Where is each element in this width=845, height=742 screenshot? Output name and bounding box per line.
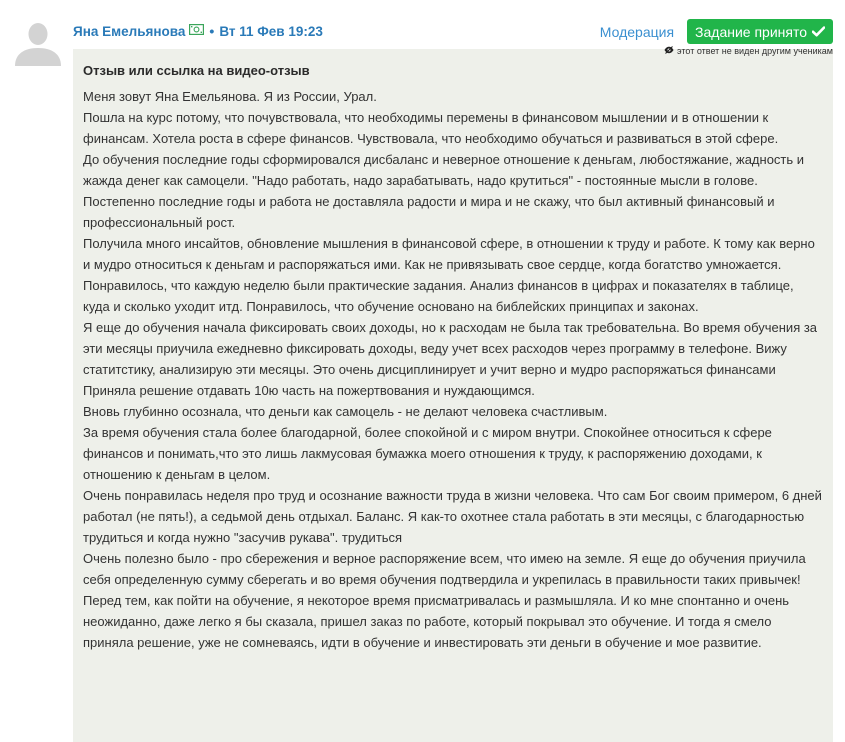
answer-paragraph: Пошла на курс потому, что почувствовала, что необходимы перемены в финансовом мышлении и в отношении к финансам. Хотела роста в сфере финансов. Чувствовала, что необходимо обучаться и развиваться в этой сфере. <box>83 110 779 146</box>
answer-paragraph: Очень полезно было - про сбережения и верное распоряжение всем, что имею на земле. Я еще до обучения приучила себя определенную сумму сберегать и во время обучения подтвердила и укрепилась в правильности таких привычек! <box>83 551 806 587</box>
answer-title: Отзыв или ссылка на видео-отзыв <box>83 63 310 78</box>
task-accepted-label: Задание принято <box>695 23 807 40</box>
header-separator: • <box>209 23 215 39</box>
visibility-note-text: этот ответ не виден другим ученикам <box>677 46 833 56</box>
task-accepted-button[interactable] <box>687 19 833 44</box>
answer-paragraph: Меня зовут Яна Емельянова. Я из России, Урал. <box>83 89 377 104</box>
moderation-link[interactable]: Модерация <box>599 24 675 40</box>
answer-paragraph: До обучения последние годы сформировался дисбаланс и неверное отношение к деньгам, любостяжание, жадность и жажда денег как самоцели. "Надо работать, надо зарабатывать, надо крутиться" - постоянные мысли в голове. Постепенно последние годы и работа не доставляла радости и мира и не скажу, что был активный финансовый и профессиональный рост. <box>83 152 805 230</box>
answer-panel <box>73 46 833 742</box>
eye-slash-icon <box>664 46 674 56</box>
visibility-note <box>664 46 833 56</box>
author-name[interactable]: Яна Емельянова <box>73 23 186 39</box>
answer-paragraph: Я еще до обучения начала фиксировать своих доходы, но к расходам не была так требовательна. Во время обучения за эти месяцы приучила ежедневно фиксировать доходы, веду учет всех расходов через программу в телефоне. Вижу статитстику, анализирую эти месяцы. Это очень дисциплинирует и учит верно и мудро распоряжаться финансами <box>83 320 818 377</box>
answer-paragraph: Понравилось, что каждую неделю были практические задания. Анализ финансов в цифрах и показателях в таблице, куда и сколько уходит итд. Понравилось, что обучение основано на библейских принципах и законах. <box>83 278 794 314</box>
checkmark-icon <box>812 24 825 40</box>
answer-paragraph: За время обучения стала более благодарной, более спокойной и с миром внутри. Спокойнее относиться к сфере финансов и понимать,что это лишь лакмусовая бумажка моего отношения к труду, к распоряжению доходами, к отношению к деньгам в целом. <box>83 425 772 482</box>
answer-paragraph: Очень понравилась неделя про труд и осознание важности труда в жизни человека. Что сам Бог своим примером, 6 дней работал (не пять!), а седьмой день отдыхал. Баланс. Я как-то охотнее стала работать в эти месяцы, с благодарностью трудиться и когда нужно "засучив рукава". трудиться <box>83 488 822 545</box>
user-silhouette-icon <box>14 18 62 66</box>
banknote-icon <box>189 22 204 40</box>
answer-paragraph: Приняла решение отдавать 10ю часть на пожертвования и нуждающимся. <box>83 383 535 398</box>
answer-paragraph: Вновь глубинно осознала, что деньги как самоцель - не делают человека счастливым. <box>83 404 608 419</box>
post-date[interactable]: Вт 11 Фев 19:23 <box>219 23 323 39</box>
answer-paragraph: Перед тем, как пойти на обучение, я некоторое время присматривалась и размышляла. И ко мне спонтанно и очень неожиданно, даже легко я бы сказала, пришел заказ по работе, который покрывал это обучение. И тогда я смело приняла решение, уже не сомневаясь, идти в обучение и инвестировать эти деньги в обучение и мое развитие. <box>83 593 790 650</box>
avatar[interactable] <box>14 18 62 66</box>
comment-header <box>73 20 833 42</box>
answer-body <box>83 86 823 653</box>
answer-paragraph: Получила много инсайтов, обновление мышления в финансовой сфере, в отношении к труду и работе. К тому как верно и мудро относиться к деньгам и распоряжаться ими. Как не привязывать свое сердце, когда богатство умножается. <box>83 236 815 272</box>
